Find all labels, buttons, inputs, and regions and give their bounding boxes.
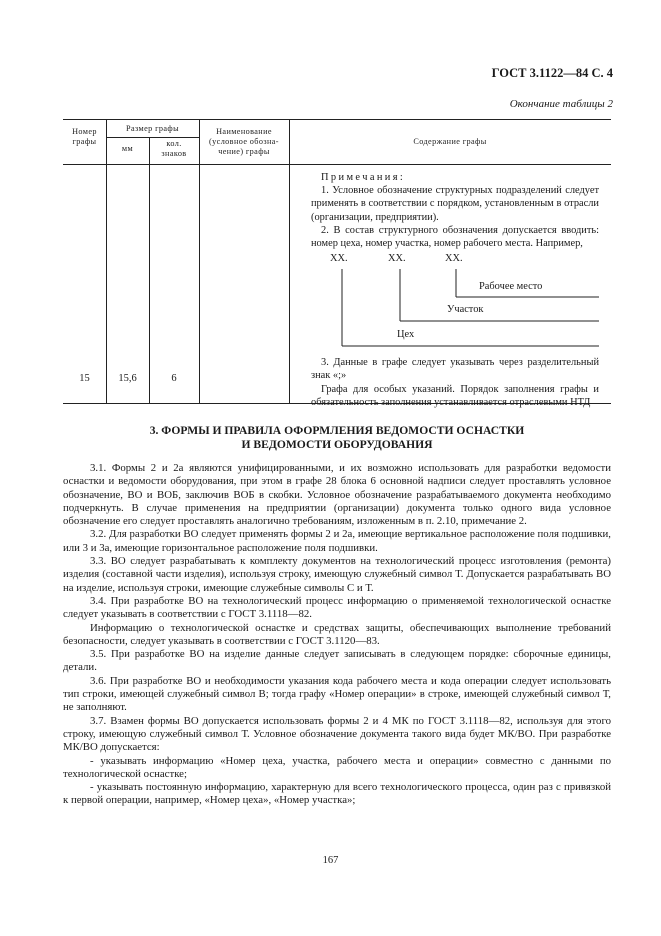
col-divider-4 xyxy=(289,119,290,403)
diagram-label-shop: Цех xyxy=(397,329,415,340)
special-instructions: Графа для особых указаний. Порядок заполнения графы и обязательность заполнения устанавливается отраслевыми НТД xyxy=(311,383,599,408)
section-body xyxy=(63,462,611,808)
row-chars: 6 xyxy=(171,373,177,384)
section-title-line1: 3. ФОРМЫ И ПРАВИЛА ОФОРМЛЕНИЯ ВЕДОМОСТИ ОСНАСТКИ xyxy=(149,424,525,437)
header-name-line1: Наименование xyxy=(216,127,272,136)
col-divider-3 xyxy=(199,119,200,403)
note-1: 1. Условное обозначение структурных подразделений следует применять в соответствии с порядком, установленным в отрасли (организации, предприятии). xyxy=(311,185,599,223)
header-number xyxy=(63,127,106,147)
paragraph-3-4-cont: Информацию о технологической оснастке и средствах защиты, обеспечивающих выполнение требований безопасности, следует указывать в соответствии с ГОСТ 3.1120—83. xyxy=(63,621,611,647)
header-chars-line1: кол. xyxy=(166,139,182,148)
header-content: Содержание графы xyxy=(413,137,487,146)
note-3: 3. Данные в графе следует указывать через разделительный знак «;» xyxy=(311,357,599,382)
table-continuation-note: Окончание таблицы 2 xyxy=(509,98,613,110)
paragraph-3-7-item-2: - указывать постоянную информацию, характерную для всего технологического процесса, один раз с привязкой к первой операции, например, «Номер цеха», «Номер участка»; xyxy=(63,781,611,807)
paragraph-3-7: 3.7. Взамен формы ВО допускается использовать формы 2 и 4 МК по ГОСТ 3.1118—82, используя для этого строку, имеющую служебный символ Т. Условное обозначение документа такого вида будет МК/ВО. При разработке МК/ВО допускается: xyxy=(63,714,611,754)
document-header: ГОСТ 3.1122—84 С. 4 xyxy=(491,66,613,80)
paragraph-3-3: 3.3. ВО следует разрабатывать к комплекту документов на технологический процесс изготовления (ремонта) изделия (составной части изделия), используя строку, имеющую служебный символ Т. Допускается разрабатывать ВО на изделие, используя строки, имеющие служебные символы С и Т. xyxy=(63,555,611,594)
table-top-rule xyxy=(63,119,611,120)
col-divider-2 xyxy=(149,137,150,403)
standard-table xyxy=(63,119,611,408)
diagram-code-section: ХХ. xyxy=(388,253,406,264)
diagram-code-workplace: ХХ. xyxy=(445,253,463,264)
header-number-line2: графы xyxy=(72,137,97,146)
header-chars-line2: знаков xyxy=(161,149,187,158)
paragraph-3-6: 3.6. При разработке ВО и необходимости указания кода рабочего места и кода операции следует использовать тип строки, имеющей служебный символ В; тогда графу «Номер операции» в строке, имеющей служебный символ Т, не заполняют. xyxy=(63,674,611,714)
paragraph-3-1: 3.1. Формы 2 и 2а являются унифицированными, и их возможно использовать для разработки ведомости оснастки и ведомости оборудования, при этом в графе 28 блока 6 основной надписи следует проставлять условное обозначение, ВО и ВОБ, заключив ВОБ в скобки. Условное обозначение разрабатываемого документа необходимо подчеркнуть. В случае применения на предприятии (организации) документа только одного вида условное обозначение его следует проставлять аналогично требованиям, изложенным в п. 2.10, примечание 2. xyxy=(63,462,611,528)
size-group-rule xyxy=(106,137,199,138)
content-notes xyxy=(311,171,599,409)
row-mm: 15,6 xyxy=(118,373,137,384)
col-divider-1 xyxy=(106,119,107,403)
header-mm: мм xyxy=(121,144,134,153)
header-name-line2: (условное обозна- xyxy=(209,137,279,146)
paragraph-3-7-item-1: - указывать информацию «Номер цеха, участка, рабочего места и операции» совместно с данными по технологической оснастке; xyxy=(63,754,611,780)
paragraph-3-2: 3.2. Для разработки ВО следует применять формы 2 и 2а, имеющие вертикальное расположение поля подшивки, или 3 и 3а, имеющие горизонтальное расположение поля подшивки. xyxy=(63,528,611,554)
header-name-line3: чение) графы xyxy=(218,147,270,156)
header-name xyxy=(199,127,289,157)
header-size-group: Размер графы xyxy=(126,124,179,133)
section-title-line2: И ВЕДОМОСТИ ОБОРУДОВАНИЯ xyxy=(241,438,433,451)
note-2: 2. В состав структурного обозначения допускается вводить: номер цеха, номер участка, номер рабочего места. Например, xyxy=(311,224,599,250)
notes-title: Примечания: xyxy=(321,172,406,183)
row-number: 15 xyxy=(79,373,90,384)
diagram-label-workplace: Рабочее место xyxy=(479,281,543,292)
page-number: 167 xyxy=(322,855,339,866)
paragraph-3-4: 3.4. При разработке ВО на технологический процесс информацию о применяемой технологической оснастке следует указывать в соответствии с ГОСТ 3.1118—82. xyxy=(63,594,611,621)
section-title xyxy=(63,424,611,452)
header-number-line1: Номер xyxy=(72,127,97,136)
table-header-rule xyxy=(63,164,611,165)
header-chars xyxy=(149,139,199,159)
diagram-code-shop: ХХ. xyxy=(330,253,348,264)
paragraph-3-5: 3.5. При разработке ВО на изделие данные следует записывать в следующем порядке: сборочные единицы, детали. xyxy=(63,648,611,674)
diagram-label-section: Участок xyxy=(447,304,484,315)
